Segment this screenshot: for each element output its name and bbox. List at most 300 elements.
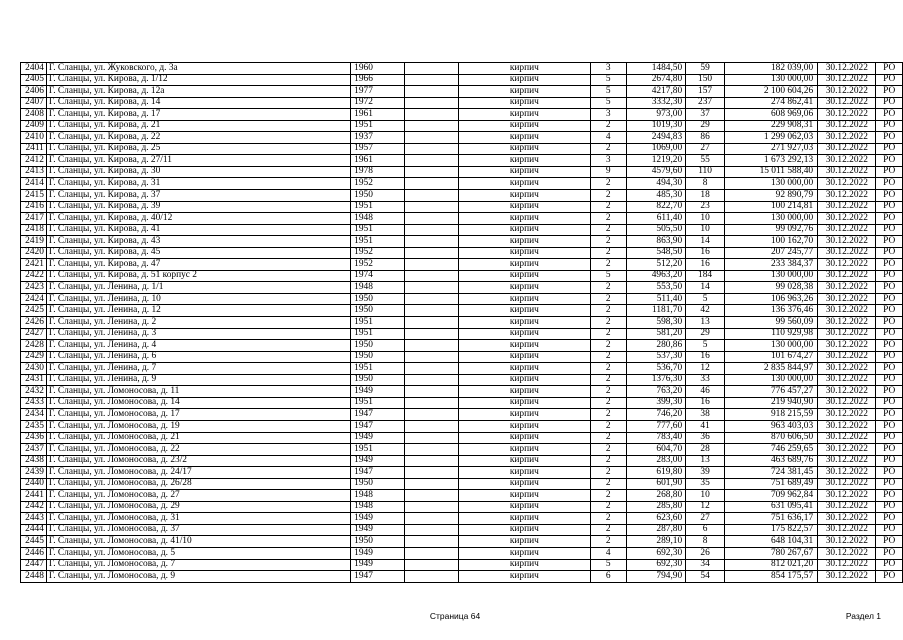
flats-cell: 29 [686, 328, 725, 340]
code-cell: РО [876, 178, 903, 190]
table-row [21, 224, 903, 236]
amount-cell: 130 000,00 [725, 374, 818, 386]
code-cell: РО [876, 270, 903, 282]
blank-cell [405, 501, 458, 513]
date-cell: 30.12.2022 [818, 86, 876, 98]
address-cell: Г. Сланцы, ул. Ленина, д. 10 [46, 293, 350, 305]
floors-cell: 6 [591, 571, 627, 583]
table-row [21, 444, 903, 456]
date-cell: 30.12.2022 [818, 559, 876, 571]
flats-cell: 86 [686, 132, 725, 144]
date-cell: 30.12.2022 [818, 444, 876, 456]
flats-cell: 5 [686, 340, 725, 352]
material-cell: кирпич [458, 363, 590, 375]
floors-cell: 2 [591, 282, 627, 294]
amount-cell: 648 104,31 [725, 536, 818, 548]
section-label: Раздел 1 [845, 611, 881, 621]
area-cell: 601,90 [626, 478, 686, 490]
flats-cell: 54 [686, 571, 725, 583]
blank-cell [405, 524, 458, 536]
area-cell: 4579,60 [626, 166, 686, 178]
address-cell: Г. Сланцы, ул. Ленина, д. 9 [46, 374, 350, 386]
floors-cell: 2 [591, 363, 627, 375]
flats-cell: 33 [686, 374, 725, 386]
material-cell: кирпич [458, 467, 590, 479]
row-number: 2448 [21, 571, 47, 583]
blank-cell [405, 351, 458, 363]
floors-cell: 2 [591, 120, 627, 132]
blank-cell [405, 420, 458, 432]
year-cell: 1950 [351, 478, 405, 490]
year-cell: 1950 [351, 351, 405, 363]
flats-cell: 14 [686, 236, 725, 248]
address-cell: Г. Сланцы, ул. Ленина, д. 2 [46, 317, 350, 329]
blank-cell [405, 270, 458, 282]
date-cell: 30.12.2022 [818, 74, 876, 86]
material-cell: кирпич [458, 293, 590, 305]
amount-cell: 746 259,65 [725, 444, 818, 456]
amount-cell: 608 969,06 [725, 109, 818, 121]
flats-cell: 6 [686, 524, 725, 536]
row-number: 2419 [21, 236, 47, 248]
year-cell: 1948 [351, 213, 405, 225]
address-cell: Г. Сланцы, ул. Кирова, д. 47 [46, 259, 350, 271]
year-cell: 1952 [351, 259, 405, 271]
flats-cell: 184 [686, 270, 725, 282]
code-cell: РО [876, 120, 903, 132]
material-cell: кирпич [458, 97, 590, 109]
row-number: 2431 [21, 374, 47, 386]
area-cell: 4217,80 [626, 86, 686, 98]
table-row [21, 536, 903, 548]
flats-cell: 42 [686, 305, 725, 317]
row-number: 2446 [21, 547, 47, 559]
flats-cell: 27 [686, 143, 725, 155]
row-number: 2414 [21, 178, 47, 190]
area-cell: 1019,30 [626, 120, 686, 132]
material-cell: кирпич [458, 247, 590, 259]
floors-cell: 2 [591, 455, 627, 467]
table-row [21, 340, 903, 352]
area-cell: 536,70 [626, 363, 686, 375]
blank-cell [405, 132, 458, 144]
area-cell: 283,00 [626, 455, 686, 467]
code-cell: РО [876, 132, 903, 144]
date-cell: 30.12.2022 [818, 386, 876, 398]
address-cell: Г. Сланцы, ул. Ломоносова, д. 37 [46, 524, 350, 536]
date-cell: 30.12.2022 [818, 201, 876, 213]
date-cell: 30.12.2022 [818, 63, 876, 75]
code-cell: РО [876, 420, 903, 432]
flats-cell: 29 [686, 120, 725, 132]
code-cell: РО [876, 328, 903, 340]
blank-cell [405, 363, 458, 375]
date-cell: 30.12.2022 [818, 513, 876, 525]
floors-cell: 2 [591, 259, 627, 271]
year-cell: 1960 [351, 63, 405, 75]
floors-cell: 2 [591, 501, 627, 513]
row-number: 2409 [21, 120, 47, 132]
flats-cell: 157 [686, 86, 725, 98]
date-cell: 30.12.2022 [818, 270, 876, 282]
blank-cell [405, 559, 458, 571]
year-cell: 1951 [351, 363, 405, 375]
floors-cell: 2 [591, 143, 627, 155]
code-cell: РО [876, 340, 903, 352]
table-row [21, 86, 903, 98]
amount-cell: 751 636,17 [725, 513, 818, 525]
amount-cell: 130 000,00 [725, 74, 818, 86]
code-cell: РО [876, 74, 903, 86]
area-cell: 485,30 [626, 190, 686, 202]
row-number: 2417 [21, 213, 47, 225]
area-cell: 287,80 [626, 524, 686, 536]
amount-cell: 136 376,46 [725, 305, 818, 317]
material-cell: кирпич [458, 259, 590, 271]
material-cell: кирпич [458, 317, 590, 329]
flats-cell: 5 [686, 293, 725, 305]
table-row [21, 213, 903, 225]
code-cell: РО [876, 155, 903, 167]
year-cell: 1951 [351, 317, 405, 329]
table-body [21, 63, 903, 583]
material-cell: кирпич [458, 190, 590, 202]
flats-cell: 12 [686, 363, 725, 375]
year-cell: 1951 [351, 328, 405, 340]
area-cell: 1484,50 [626, 63, 686, 75]
code-cell: РО [876, 490, 903, 502]
floors-cell: 2 [591, 247, 627, 259]
row-number: 2424 [21, 293, 47, 305]
row-number: 2436 [21, 432, 47, 444]
table-row [21, 374, 903, 386]
blank-cell [405, 374, 458, 386]
date-cell: 30.12.2022 [818, 340, 876, 352]
code-cell: РО [876, 397, 903, 409]
row-number: 2412 [21, 155, 47, 167]
table-row [21, 109, 903, 121]
amount-cell: 463 689,76 [725, 455, 818, 467]
material-cell: кирпич [458, 432, 590, 444]
date-cell: 30.12.2022 [818, 547, 876, 559]
blank-cell [405, 63, 458, 75]
table-row [21, 397, 903, 409]
code-cell: РО [876, 143, 903, 155]
date-cell: 30.12.2022 [818, 409, 876, 421]
amount-cell: 631 095,41 [725, 501, 818, 513]
area-cell: 548,50 [626, 247, 686, 259]
code-cell: РО [876, 524, 903, 536]
amount-cell: 130 000,00 [725, 213, 818, 225]
row-number: 2426 [21, 317, 47, 329]
year-cell: 1948 [351, 490, 405, 502]
year-cell: 1966 [351, 74, 405, 86]
flats-cell: 16 [686, 259, 725, 271]
address-cell: Г. Сланцы, ул. Кирова, д. 21 [46, 120, 350, 132]
area-cell: 1219,20 [626, 155, 686, 167]
material-cell: кирпич [458, 559, 590, 571]
flats-cell: 26 [686, 547, 725, 559]
code-cell: РО [876, 559, 903, 571]
table-row [21, 455, 903, 467]
material-cell: кирпич [458, 501, 590, 513]
year-cell: 1948 [351, 282, 405, 294]
address-cell: Г. Сланцы, ул. Кирова, д. 25 [46, 143, 350, 155]
code-cell: РО [876, 317, 903, 329]
date-cell: 30.12.2022 [818, 213, 876, 225]
flats-cell: 55 [686, 155, 725, 167]
flats-cell: 10 [686, 224, 725, 236]
year-cell: 1937 [351, 132, 405, 144]
flats-cell: 13 [686, 455, 725, 467]
row-number: 2428 [21, 340, 47, 352]
year-cell: 1978 [351, 166, 405, 178]
year-cell: 1951 [351, 444, 405, 456]
code-cell: РО [876, 166, 903, 178]
area-cell: 581,20 [626, 328, 686, 340]
amount-cell: 780 267,67 [725, 547, 818, 559]
amount-cell: 229 908,31 [725, 120, 818, 132]
amount-cell: 207 245,77 [725, 247, 818, 259]
year-cell: 1957 [351, 143, 405, 155]
amount-cell: 724 381,45 [725, 467, 818, 479]
area-cell: 553,50 [626, 282, 686, 294]
row-number: 2416 [21, 201, 47, 213]
address-cell: Г. Сланцы, ул. Кирова, д. 30 [46, 166, 350, 178]
year-cell: 1972 [351, 97, 405, 109]
date-cell: 30.12.2022 [818, 501, 876, 513]
date-cell: 30.12.2022 [818, 363, 876, 375]
material-cell: кирпич [458, 155, 590, 167]
code-cell: РО [876, 63, 903, 75]
material-cell: кирпич [458, 455, 590, 467]
area-cell: 494,30 [626, 178, 686, 190]
row-number: 2407 [21, 97, 47, 109]
area-cell: 1376,30 [626, 374, 686, 386]
year-cell: 1952 [351, 247, 405, 259]
row-number: 2410 [21, 132, 47, 144]
amount-cell: 175 822,57 [725, 524, 818, 536]
floors-cell: 2 [591, 467, 627, 479]
code-cell: РО [876, 455, 903, 467]
code-cell: РО [876, 97, 903, 109]
code-cell: РО [876, 478, 903, 490]
floors-cell: 5 [591, 559, 627, 571]
address-cell: Г. Сланцы, ул. Кирова, д. 37 [46, 190, 350, 202]
material-cell: кирпич [458, 282, 590, 294]
housing-register-table [20, 62, 903, 583]
blank-cell [405, 397, 458, 409]
floors-cell: 4 [591, 547, 627, 559]
table-row [21, 571, 903, 583]
amount-cell: 963 403,03 [725, 420, 818, 432]
material-cell: кирпич [458, 166, 590, 178]
flats-cell: 46 [686, 386, 725, 398]
row-number: 2422 [21, 270, 47, 282]
flats-cell: 28 [686, 444, 725, 456]
area-cell: 399,30 [626, 397, 686, 409]
date-cell: 30.12.2022 [818, 97, 876, 109]
amount-cell: 1 673 292,13 [725, 155, 818, 167]
row-number: 2418 [21, 224, 47, 236]
code-cell: РО [876, 247, 903, 259]
floors-cell: 2 [591, 213, 627, 225]
table-row [21, 490, 903, 502]
flats-cell: 34 [686, 559, 725, 571]
floors-cell: 2 [591, 444, 627, 456]
address-cell: Г. Сланцы, ул. Ленина, д. 6 [46, 351, 350, 363]
row-number: 2411 [21, 143, 47, 155]
floors-cell: 5 [591, 86, 627, 98]
address-cell: Г. Сланцы, ул. Ломоносова, д. 26/28 [46, 478, 350, 490]
page-number: Страница 64 [429, 611, 481, 621]
material-cell: кирпич [458, 143, 590, 155]
material-cell: кирпич [458, 86, 590, 98]
blank-cell [405, 74, 458, 86]
row-number: 2420 [21, 247, 47, 259]
floors-cell: 2 [591, 340, 627, 352]
amount-cell: 100 162,70 [725, 236, 818, 248]
floors-cell: 2 [591, 224, 627, 236]
row-number: 2442 [21, 501, 47, 513]
address-cell: Г. Сланцы, ул. Кирова, д. 45 [46, 247, 350, 259]
year-cell: 1949 [351, 524, 405, 536]
material-cell: кирпич [458, 397, 590, 409]
year-cell: 1947 [351, 571, 405, 583]
material-cell: кирпич [458, 524, 590, 536]
date-cell: 30.12.2022 [818, 328, 876, 340]
blank-cell [405, 536, 458, 548]
blank-cell [405, 213, 458, 225]
code-cell: РО [876, 201, 903, 213]
amount-cell: 233 384,37 [725, 259, 818, 271]
amount-cell: 918 215,59 [725, 409, 818, 421]
area-cell: 777,60 [626, 420, 686, 432]
row-number: 2430 [21, 363, 47, 375]
address-cell: Г. Сланцы, ул. Кирова, д. 31 [46, 178, 350, 190]
date-cell: 30.12.2022 [818, 178, 876, 190]
date-cell: 30.12.2022 [818, 247, 876, 259]
blank-cell [405, 282, 458, 294]
floors-cell: 2 [591, 178, 627, 190]
area-cell: 623,60 [626, 513, 686, 525]
address-cell: Г. Сланцы, ул. Ломоносова, д. 29 [46, 501, 350, 513]
date-cell: 30.12.2022 [818, 420, 876, 432]
material-cell: кирпич [458, 420, 590, 432]
table-row [21, 132, 903, 144]
amount-cell: 271 927,03 [725, 143, 818, 155]
year-cell: 1961 [351, 109, 405, 121]
date-cell: 30.12.2022 [818, 166, 876, 178]
material-cell: кирпич [458, 236, 590, 248]
material-cell: кирпич [458, 178, 590, 190]
address-cell: Г. Сланцы, ул. Ломоносова, д. 22 [46, 444, 350, 456]
table-row [21, 190, 903, 202]
material-cell: кирпич [458, 513, 590, 525]
table-row [21, 63, 903, 75]
code-cell: РО [876, 224, 903, 236]
blank-cell [405, 86, 458, 98]
flats-cell: 10 [686, 213, 725, 225]
address-cell: Г. Сланцы, ул. Ленина, д. 3 [46, 328, 350, 340]
area-cell: 3332,30 [626, 97, 686, 109]
floors-cell: 2 [591, 432, 627, 444]
year-cell: 1974 [351, 270, 405, 282]
table-row [21, 501, 903, 513]
area-cell: 1069,00 [626, 143, 686, 155]
date-cell: 30.12.2022 [818, 432, 876, 444]
address-cell: Г. Сланцы, ул. Ломоносова, д. 23/2 [46, 455, 350, 467]
material-cell: кирпич [458, 120, 590, 132]
year-cell: 1949 [351, 386, 405, 398]
date-cell: 30.12.2022 [818, 143, 876, 155]
area-cell: 505,50 [626, 224, 686, 236]
area-cell: 619,80 [626, 467, 686, 479]
row-number: 2437 [21, 444, 47, 456]
blank-cell [405, 166, 458, 178]
code-cell: РО [876, 213, 903, 225]
date-cell: 30.12.2022 [818, 293, 876, 305]
blank-cell [405, 467, 458, 479]
row-number: 2439 [21, 467, 47, 479]
blank-cell [405, 478, 458, 490]
material-cell: кирпич [458, 547, 590, 559]
code-cell: РО [876, 536, 903, 548]
amount-cell: 99 028,38 [725, 282, 818, 294]
flats-cell: 16 [686, 351, 725, 363]
floors-cell: 2 [591, 536, 627, 548]
code-cell: РО [876, 501, 903, 513]
amount-cell: 130 000,00 [725, 270, 818, 282]
material-cell: кирпич [458, 224, 590, 236]
amount-cell: 100 214,81 [725, 201, 818, 213]
year-cell: 1952 [351, 178, 405, 190]
blank-cell [405, 490, 458, 502]
year-cell: 1949 [351, 513, 405, 525]
row-number: 2415 [21, 190, 47, 202]
row-number: 2440 [21, 478, 47, 490]
row-number: 2408 [21, 109, 47, 121]
area-cell: 512,20 [626, 259, 686, 271]
address-cell: Г. Сланцы, ул. Кирова, д. 1/12 [46, 74, 350, 86]
year-cell: 1950 [351, 536, 405, 548]
row-number: 2438 [21, 455, 47, 467]
amount-cell: 854 175,57 [725, 571, 818, 583]
area-cell: 692,30 [626, 559, 686, 571]
flats-cell: 14 [686, 282, 725, 294]
blank-cell [405, 409, 458, 421]
date-cell: 30.12.2022 [818, 467, 876, 479]
floors-cell: 2 [591, 397, 627, 409]
blank-cell [405, 155, 458, 167]
address-cell: Г. Сланцы, ул. Ломоносова, д. 31 [46, 513, 350, 525]
address-cell: Г. Сланцы, ул. Кирова, д. 17 [46, 109, 350, 121]
flats-cell: 39 [686, 467, 725, 479]
date-cell: 30.12.2022 [818, 132, 876, 144]
date-cell: 30.12.2022 [818, 224, 876, 236]
area-cell: 746,20 [626, 409, 686, 421]
table-row [21, 478, 903, 490]
year-cell: 1949 [351, 559, 405, 571]
year-cell: 1951 [351, 201, 405, 213]
amount-cell: 219 940,90 [725, 397, 818, 409]
area-cell: 2674,80 [626, 74, 686, 86]
material-cell: кирпич [458, 63, 590, 75]
table-row [21, 328, 903, 340]
row-number: 2433 [21, 397, 47, 409]
address-cell: Г. Сланцы, ул. Жуковского, д. 3а [46, 63, 350, 75]
row-number: 2435 [21, 420, 47, 432]
